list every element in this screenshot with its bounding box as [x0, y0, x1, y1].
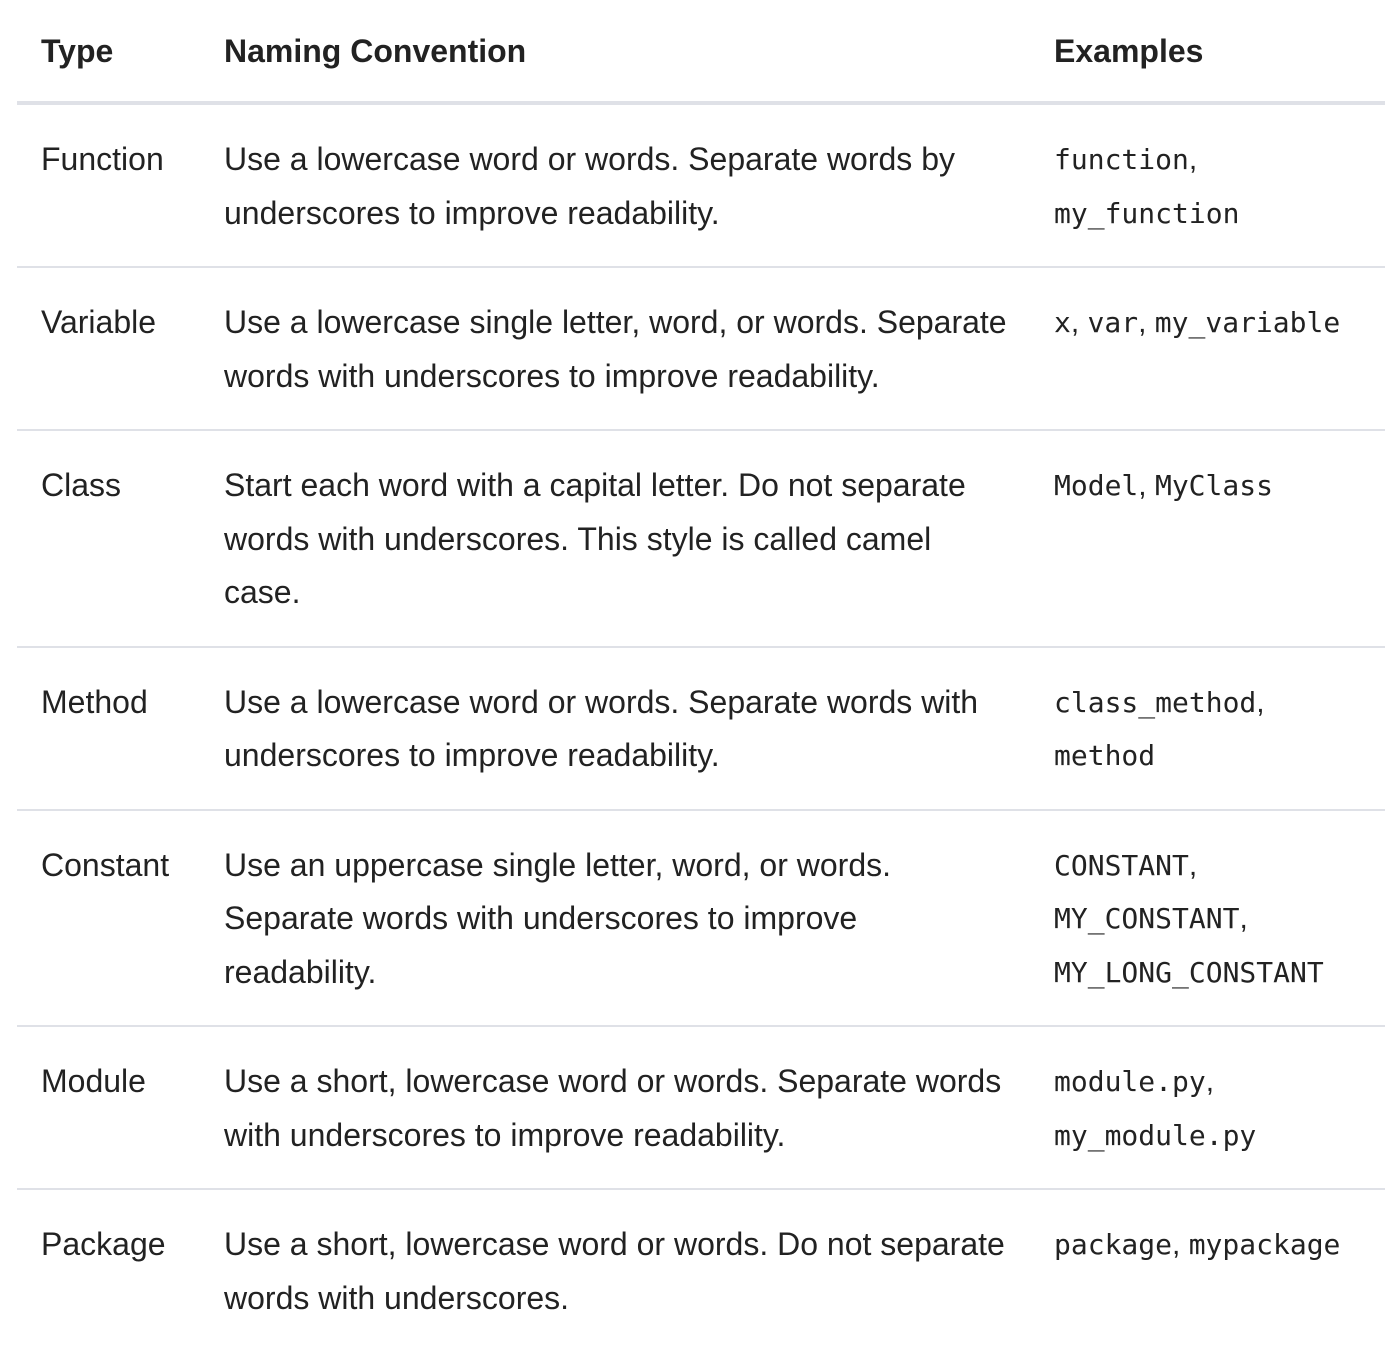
examples-cell: [1030, 810, 1385, 1027]
example-line: [1054, 296, 1385, 350]
examples-cell: [1030, 103, 1385, 267]
type-cell: Class: [17, 430, 200, 647]
examples-cell: [1030, 267, 1385, 430]
example-code: MY_CONSTANT: [1054, 902, 1240, 935]
example-line: [1054, 892, 1385, 946]
convention-cell: Use an uppercase single letter, word, or words. Separate words with underscores to improve readability.: [200, 810, 1030, 1027]
examples-cell: [1030, 430, 1385, 647]
example-code: package: [1054, 1228, 1173, 1261]
convention-cell: Use a short, lowercase word or words. Separate words with underscores to improve readability.: [200, 1026, 1030, 1189]
convention-cell: Use a lowercase word or words. Separate words with underscores to improve readability.: [200, 647, 1030, 810]
table-row: [17, 430, 1385, 647]
example-code: x: [1054, 306, 1071, 339]
example-line: [1054, 459, 1385, 513]
naming-conventions-table-wrapper: [17, 0, 1385, 1351]
example-line: [1054, 729, 1385, 783]
example-line: [1054, 839, 1385, 893]
example-code: mypackage: [1188, 1228, 1341, 1261]
example-code: Model: [1054, 469, 1139, 502]
header-type: Type: [17, 0, 200, 103]
example-code: MY_LONG_CONSTANT: [1054, 955, 1324, 989]
example-line: [1054, 676, 1385, 730]
convention-cell: Use a short, lowercase word or words. Do not separate words with underscores.: [224, 1226, 1005, 1316]
header-examples: Examples: [1030, 0, 1385, 103]
header-row: [17, 0, 1385, 103]
example-line: [1054, 1109, 1385, 1163]
example-line: [1054, 946, 1385, 1000]
examples-cell: [1030, 1026, 1385, 1189]
table-body: [17, 103, 1385, 1351]
type-cell: Function: [17, 103, 200, 267]
type-cell: Variable: [17, 267, 200, 430]
table-row: [17, 1026, 1385, 1189]
table-header: [17, 0, 1385, 103]
example-line: [1054, 133, 1385, 187]
example-separator: ,: [1172, 1228, 1189, 1261]
examples-cell: [1030, 647, 1385, 810]
example-code: class_method: [1054, 685, 1257, 719]
type-cell: Package: [41, 1226, 166, 1262]
example-line: [1054, 1055, 1385, 1109]
example-code: function: [1054, 143, 1189, 176]
table-row: [17, 267, 1385, 430]
type-cell: Method: [17, 647, 200, 810]
example-code: my_variable: [1154, 306, 1341, 339]
example-separator: ,: [1138, 306, 1155, 339]
example-separator: ,: [1188, 143, 1198, 176]
example-line: [1054, 1218, 1385, 1272]
example-code: method: [1054, 739, 1156, 772]
example-separator: ,: [1239, 902, 1248, 935]
example-line: [1054, 187, 1385, 241]
example-code: var: [1087, 306, 1139, 339]
naming-conventions-table: [17, 0, 1385, 1351]
example-separator: ,: [1205, 1065, 1215, 1098]
type-cell: Module: [17, 1026, 200, 1189]
example-separator: ,: [1070, 306, 1088, 339]
example-separator: ,: [1188, 848, 1198, 882]
table-row: [17, 647, 1385, 810]
example-code: MyClass: [1154, 469, 1273, 502]
table-row: [17, 810, 1385, 1027]
example-separator: ,: [1256, 685, 1265, 719]
example-code: my_function: [1054, 196, 1240, 230]
example-separator: ,: [1138, 469, 1155, 502]
header-naming-convention: Naming Convention: [200, 0, 1030, 103]
table-row: [17, 1189, 1385, 1351]
table-row: [17, 103, 1385, 267]
convention-cell: Use a lowercase single letter, word, or words. Separate words with underscores to improve readability.: [200, 267, 1030, 430]
example-code: CONSTANT: [1054, 848, 1189, 882]
convention-cell: Use a lowercase word or words. Separate words by underscores to improve readability.: [200, 103, 1030, 267]
type-cell: Constant: [17, 810, 200, 1027]
convention-cell: Start each word with a capital letter. Do not separate words with underscores. This style is called camel case.: [200, 430, 1030, 647]
examples-cell: [1030, 1189, 1385, 1351]
example-code: module.py: [1054, 1065, 1206, 1098]
example-code: my_module.py: [1054, 1118, 1257, 1152]
